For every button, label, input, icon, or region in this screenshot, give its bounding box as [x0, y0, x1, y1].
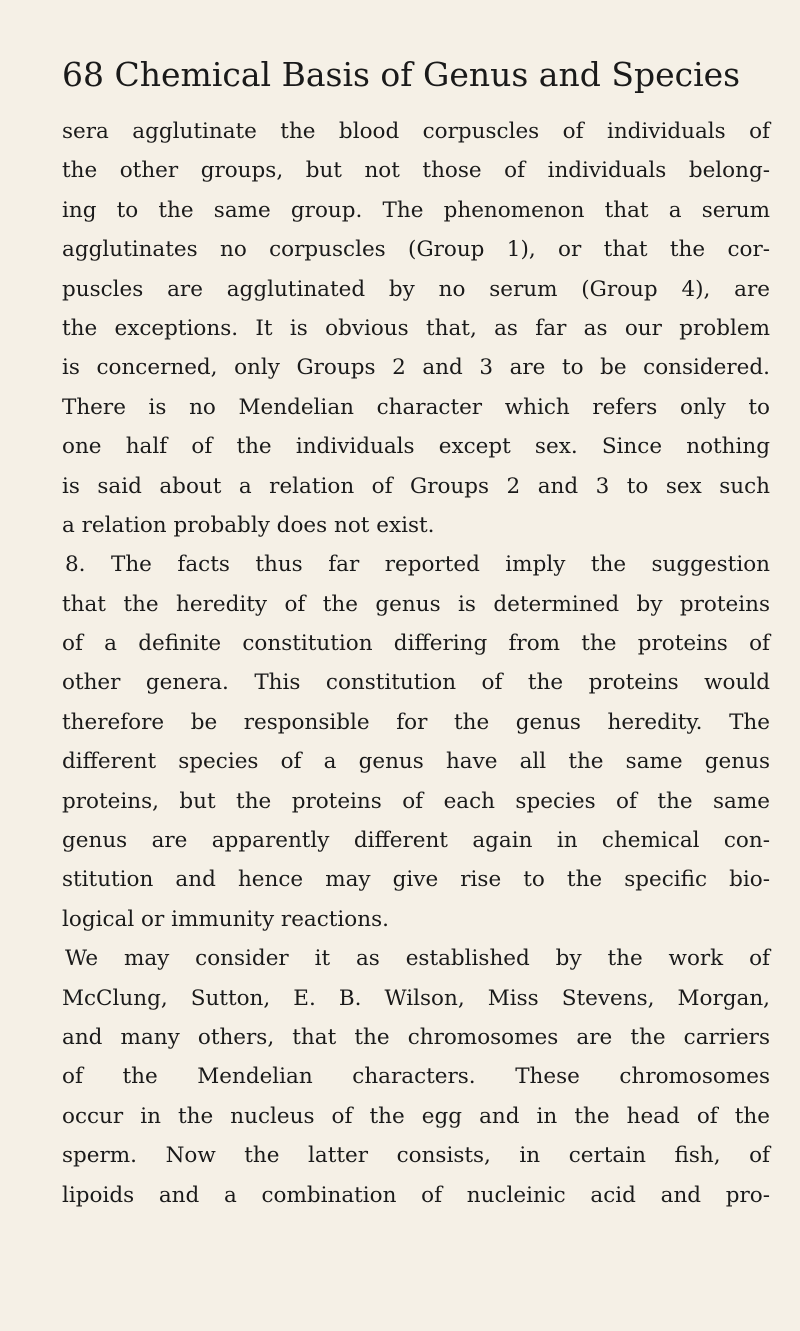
page-number: 68: [62, 55, 104, 94]
text-line: puscles are agglutinated by no serum (Group 4), are: [62, 276, 770, 302]
text-line: of the Mendelian characters. These chromosomes: [62, 1064, 770, 1090]
text-line: ing to the same group. The phenomenon that a serum: [62, 197, 770, 223]
body-text: [62, 112, 770, 1215]
text-line: therefore be responsible for the genus heredity. The: [62, 709, 770, 735]
text-line: and many others, that the chromosomes are the carriers: [62, 1024, 770, 1050]
text-line: the other groups, but not those of individuals belong-: [62, 158, 770, 184]
text-line: of a definite constitution differing from the proteins of: [62, 631, 770, 657]
text-line: proteins, but the proteins of each species of the same: [62, 788, 770, 814]
text-line: different species of a genus have all the same genus: [62, 749, 770, 775]
text-line: sperm. Now the latter consists, in certain fish, of: [62, 1143, 770, 1169]
text-line: logical or immunity reactions.: [62, 906, 389, 932]
text-line: sera agglutinate the blood corpuscles of individuals of: [62, 119, 770, 144]
text-line: occur in the nucleus of the egg and in the head of the: [62, 1103, 770, 1129]
text-line: other genera. This constitution of the proteins would: [62, 670, 770, 696]
chapter-title: Chemical Basis of Genus and Species: [114, 55, 741, 94]
text-line: a relation probably does not exist.: [62, 512, 435, 538]
text-line: agglutinates no corpuscles (Group 1), or that the cor-: [62, 237, 770, 263]
text-line: stitution and hence may give rise to the specific bio-: [62, 867, 770, 893]
text-line: We may consider it as established by the work of: [65, 946, 770, 972]
text-line: that the heredity of the genus is determined by proteins: [62, 591, 770, 617]
text-line: There is no Mendelian character which refers only to: [62, 394, 770, 420]
running-head: [62, 55, 740, 95]
text-line: lipoids and a combination of nucleinic acid and pro-: [62, 1182, 770, 1208]
text-line: 8. The facts thus far reported imply the suggestion: [65, 552, 770, 578]
text-line: the exceptions. It is obvious that, as far as our problem: [62, 315, 770, 341]
text-line: is said about a relation of Groups 2 and 3 to sex such: [62, 473, 770, 499]
text-line: McClung, Sutton, E. B. Wilson, Miss Stevens, Morgan,: [62, 985, 770, 1011]
text-line: genus are apparently different again in chemical con-: [62, 828, 770, 854]
text-line: is concerned, only Groups 2 and 3 are to be considered.: [62, 355, 770, 381]
text-line: one half of the individuals except sex. Since nothing: [62, 434, 770, 460]
